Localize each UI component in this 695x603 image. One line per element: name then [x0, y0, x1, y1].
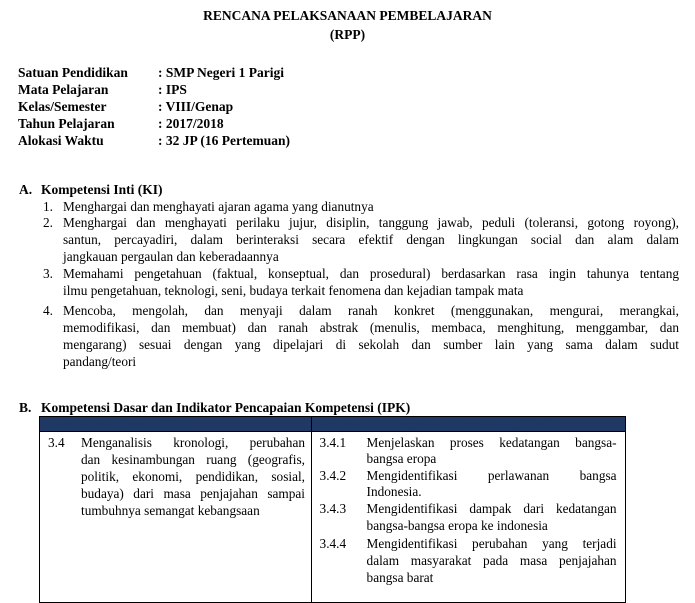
ki-text-line: jangkauan pergaulan dan keberadaannya: [63, 249, 279, 264]
info-value: : IPS: [158, 82, 187, 97]
kd-ipk-table: [39, 416, 626, 603]
section-a-marker: A.: [19, 182, 33, 197]
ki-text-line: santun, percayadiri, dalam berinteraksi secara efektif dengan lingkungan social dan alam dalam: [63, 232, 679, 247]
ipk-number: 3.4.4: [319, 536, 347, 551]
info-value: : VIII/Genap: [158, 99, 234, 114]
ki-text-line: Mencoba, mengolah, dan menyaji dalam ranah konkret (menggunakan, mengurai, merangkai,: [63, 303, 679, 318]
section-b-title: Kompetensi Dasar dan Indikator Pencapaian Kompetensi (IPK): [41, 400, 411, 415]
info-value: : 2017/2018: [158, 116, 224, 131]
info-label: Mata Pelajaran: [18, 82, 109, 97]
kd-text-line: Menganalisis kronologi, perubahan: [81, 435, 305, 450]
ipk-text-line: Mengidentifikasi perubahan yang terjadi: [366, 536, 617, 551]
ipk-text-line: Menjelaskan proses kedatangan bangsa-: [366, 435, 617, 450]
kd-text-line: budaya) dari masa penjajahan sampai: [81, 486, 305, 501]
ki-number: 4.: [43, 303, 53, 318]
kd-number: 3.4: [48, 435, 65, 450]
ki-text-line: memodifikasi, dan membuat) dan ranah abstrak (menulis, membaca, menghitung, menggambar, dan: [63, 320, 679, 335]
ki-text-line: Menghargai dan menghayati perilaku jujur, disiplin, tanggung jawab, peduli (toleransi, gotong royong),: [63, 215, 679, 230]
kd-text-line: politik, ekonomi, pendidikan, sosial,: [81, 469, 305, 484]
ki-text-line: pandang/teori: [63, 354, 137, 369]
document-subtitle: (RPP): [329, 27, 366, 42]
column-header-kd: Kompetensi Dasar (KD): [40, 417, 312, 432]
ipk-text-line: Mengidentifikasi perlawanan bangsa: [366, 468, 617, 483]
info-value: : 32 JP (16 Pertemuan): [158, 133, 290, 148]
ki-text-line: Memahami pengetahuan (faktual, konseptual, dan prosedural) berdasarkan rasa ingin tahunya tentang: [63, 266, 679, 281]
section-b-marker: B.: [19, 400, 32, 415]
table-header-row: [40, 417, 626, 432]
ki-number: 1.: [43, 199, 53, 214]
document-title: RENCANA PELAKSANAAN PEMBELAJARAN: [203, 8, 492, 23]
kd-text-line: dan kesinambungan ruang (geografis,: [81, 452, 305, 467]
table-row: [40, 432, 626, 603]
ipk-number: 3.4.1: [319, 435, 347, 450]
ipk-text-line: bangsa eropa: [366, 451, 437, 466]
section-a-title: Kompetensi Inti (KI): [41, 182, 163, 197]
kd-cell: [40, 432, 312, 603]
ki-text-line: ilmu pengetahuan, teknologi, seni, budaya terkait fenomena dan kejadian tampak mata: [63, 283, 524, 298]
info-label: Kelas/Semester: [18, 99, 107, 114]
info-value: : SMP Negeri 1 Parigi: [158, 65, 284, 80]
ipk-text-line: Mengidentifikasi dampak dari kedatangan: [366, 501, 617, 516]
ki-number: 3.: [43, 266, 53, 281]
info-label: Tahun Pelajaran: [18, 116, 115, 131]
column-header-ipk: Indikator Pencapaian Kompetensi (IPK): [311, 417, 625, 432]
ipk-number: 3.4.2: [319, 468, 347, 483]
ipk-text-line: dalam masyarakat pada masa penjajahan: [366, 553, 617, 568]
ipk-number: 3.4.3: [319, 501, 347, 516]
ki-text-line: mengarang) sesuai dengan yang dipelajari di sekolah dan sumber lain yang sama dalam sudut: [63, 337, 679, 352]
info-label: Satuan Pendidikan: [18, 65, 128, 80]
ipk-text-line: Indonesia.: [366, 484, 422, 499]
ki-text-line: Menghargai dan menghayati ajaran agama yang dianutnya: [63, 199, 374, 214]
kd-text-line: tumbuhnya semangat kebangsaan: [81, 503, 260, 518]
info-label: Alokasi Waktu: [18, 133, 104, 148]
ipk-text-line: bangsa barat: [366, 570, 434, 585]
ipk-cell: [311, 432, 625, 603]
ipk-text-line: bangsa-bangsa eropa ke indonesia: [366, 518, 548, 533]
ki-number: 2.: [43, 215, 53, 230]
